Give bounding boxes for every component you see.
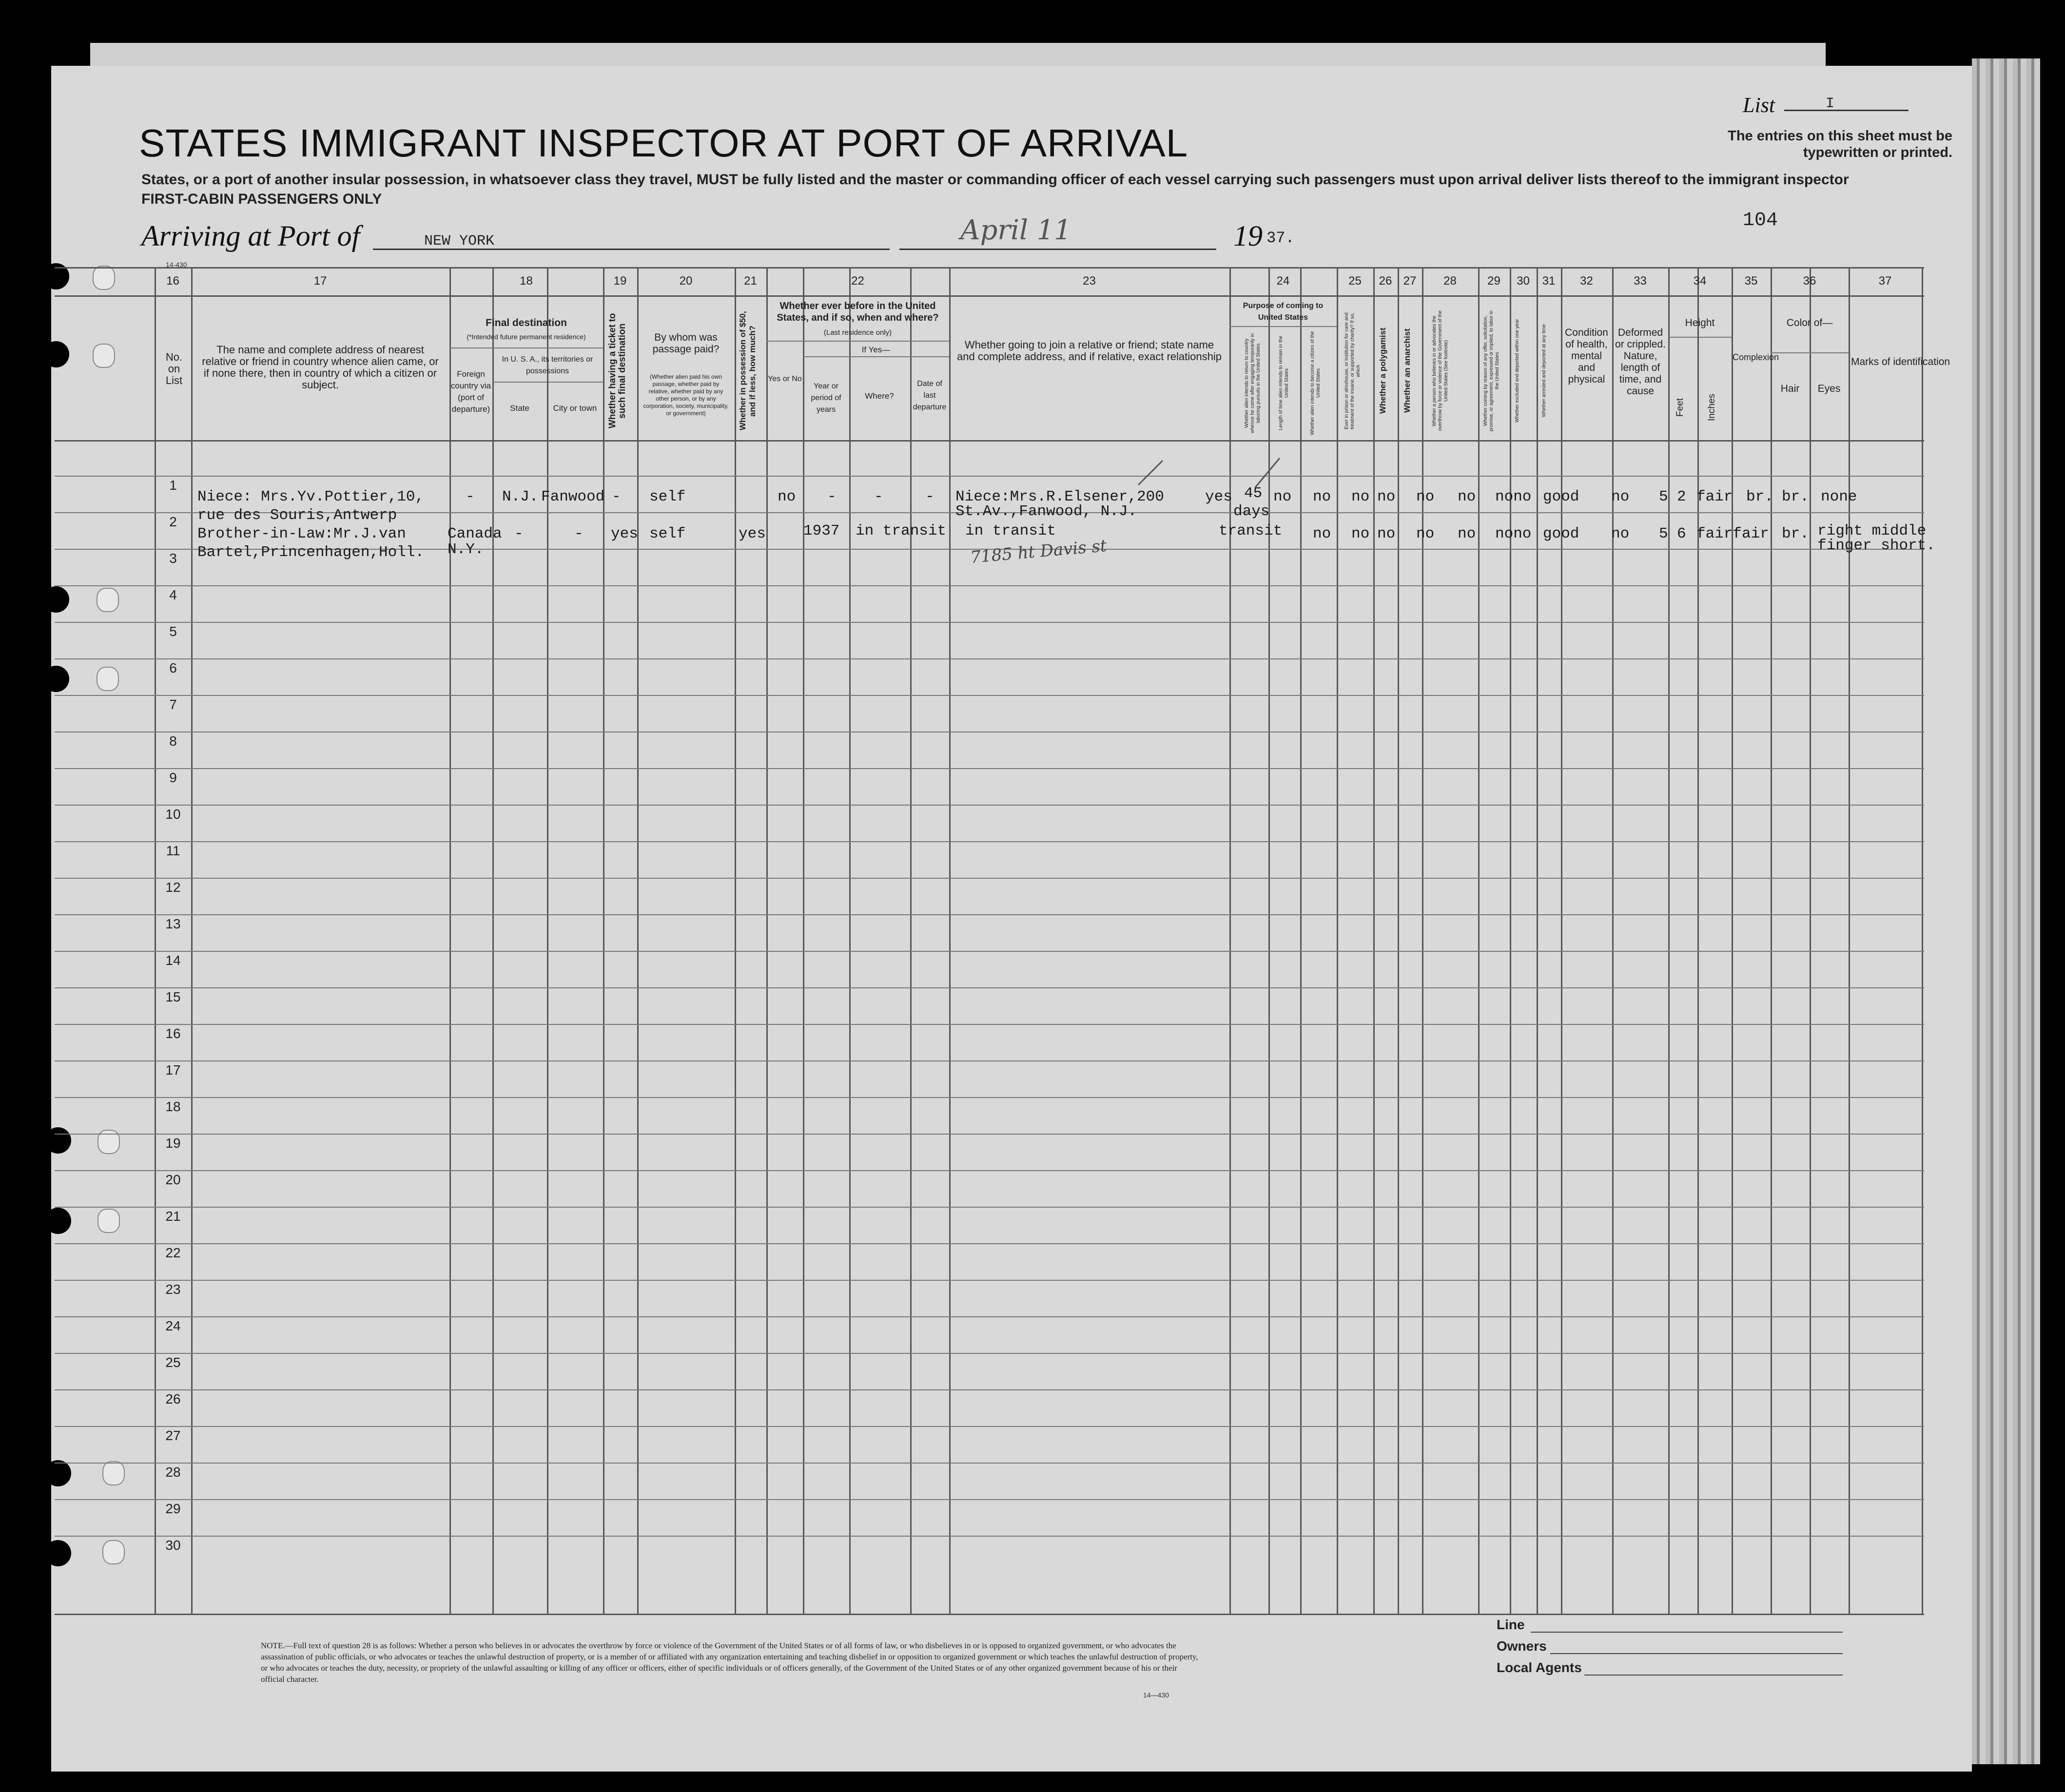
col-36-hair-header: Hair xyxy=(1780,383,1800,394)
row-rule xyxy=(55,1280,1924,1281)
row-number: 19 xyxy=(165,1136,181,1151)
page-title: STATES IMMIGRANT INSPECTOR AT PORT OF ARRIVAL xyxy=(139,121,1188,165)
row-number: 13 xyxy=(165,916,181,931)
entry1-complexion: fair xyxy=(1696,488,1733,505)
col-18-city-header: City or town xyxy=(553,404,597,413)
entry1-year: - xyxy=(827,488,837,505)
column-divider xyxy=(1398,269,1399,1614)
col-34-inches-header: Inches xyxy=(1707,394,1717,421)
col-29-header: Whether a person who believes in or advocates the overthrow by force or violence of the Government of the United States (See footnote) xyxy=(1432,310,1449,431)
col-22-header: Whether ever before in the United States, and if so, when and where? xyxy=(777,301,939,323)
entry1-eyes: br. xyxy=(1782,488,1809,505)
row-number: 8 xyxy=(169,733,177,749)
col-34-feet-header: Feet xyxy=(1675,398,1685,417)
header-instructions: States, or a port of another insular possession, in whatsoever class they travel, MUST be fully listed and the master or commanding officer of each vessel carrying such passengers must upon arrival deliver lists thereof to the immigrant inspector xyxy=(141,172,1849,188)
row-number: 12 xyxy=(165,880,181,895)
column-divider xyxy=(603,269,604,1614)
column-divider xyxy=(637,269,639,1614)
entry1-joining-line1: Niece:Mrs.R.Elsener,200 xyxy=(955,488,1164,505)
col-24-rule xyxy=(1229,326,1337,327)
entry1-purpose: yes xyxy=(1205,488,1232,505)
entry2-where: in transit xyxy=(856,522,947,540)
col-25-number: 25 xyxy=(1348,274,1362,288)
entry1-hair: br. xyxy=(1746,488,1773,505)
row-rule xyxy=(55,1389,1924,1390)
row-rule xyxy=(55,476,1924,477)
col-23-header: Whether going to join a relative or friend; state name and complete address, and if relative, exact relationship xyxy=(957,339,1222,363)
col-20-header: By whom was passage paid? xyxy=(652,332,720,355)
entry1-overthrow: no xyxy=(1416,488,1435,505)
column-divider xyxy=(449,269,451,1614)
entry1-health: good xyxy=(1543,488,1579,505)
row-rule xyxy=(55,1243,1924,1244)
row-number: 10 xyxy=(165,807,181,822)
manifest-table xyxy=(55,267,1950,1615)
local-agents-underline xyxy=(1584,1675,1843,1676)
row-number: 30 xyxy=(165,1538,181,1553)
col-22-number: 22 xyxy=(851,274,864,288)
col-16-number: 16 xyxy=(166,274,179,288)
col-18-rule xyxy=(449,347,603,348)
col-24-length-header: Length of time alien intends to remain in the United States xyxy=(1278,336,1289,431)
entry2-joining: in transit xyxy=(965,522,1056,540)
col-25-header: Ever in prison or almshouse, or institution for care and treatment of the insane, or supported by charity? If so, which xyxy=(1344,312,1361,429)
col-21-header: Whether in possession of $50, and if less, how much? xyxy=(738,311,757,431)
handwritten-check-mark xyxy=(1253,453,1297,492)
col-18-title: Final destination xyxy=(486,317,567,328)
col-22-year-header: Year or period of years xyxy=(811,382,841,414)
entry2-year: 1937 xyxy=(803,522,840,540)
col-36-header: Color of— xyxy=(1786,317,1833,328)
col-19-header: Whether having a ticket to such final destination xyxy=(607,313,627,429)
col-37-number: 37 xyxy=(1878,274,1892,288)
row-number: 27 xyxy=(165,1428,181,1443)
column-divider xyxy=(492,269,494,1614)
row-number: 29 xyxy=(165,1501,181,1516)
column-divider xyxy=(849,269,851,1614)
entry1-feet: 5 xyxy=(1659,488,1668,505)
column-divider xyxy=(1849,269,1850,1614)
row-number: 25 xyxy=(165,1355,181,1370)
column-divider xyxy=(1337,269,1338,1614)
col-36-eyes-header: Eyes xyxy=(1817,383,1841,394)
col-20-subheader: (Whether alien paid his own passage, whether paid by relative, whether paid by any other person, or by any corporation, society, municipality, or government) xyxy=(643,373,729,417)
col-30-header: Whether coming by reason of any offer, solicitation, promise, or agreement, expressed or implied, to labor in the United States xyxy=(1483,310,1500,431)
entry2-state: - xyxy=(514,525,524,542)
column-divider xyxy=(547,269,548,1614)
row-number: 18 xyxy=(165,1099,181,1114)
handwritten-check-mark xyxy=(1136,456,1180,514)
entry1-where: - xyxy=(874,488,883,505)
col-32-header: Condition of health, mental and physical xyxy=(1565,327,1608,385)
typewritten-note: The entries on this sheet must be typewritten or printed. xyxy=(1728,128,1952,160)
row-number: 3 xyxy=(169,551,177,566)
col-18-state-header: State xyxy=(510,404,529,413)
row-rule xyxy=(55,951,1924,952)
column-divider xyxy=(1510,269,1511,1614)
row-rule xyxy=(55,695,1924,696)
col-36-rule xyxy=(1771,352,1849,353)
column-divider xyxy=(191,269,193,1614)
col-33-number: 33 xyxy=(1634,274,1647,288)
row-number: 9 xyxy=(169,770,177,785)
col-27-number: 27 xyxy=(1403,274,1417,288)
row-number: 28 xyxy=(165,1464,181,1480)
entry2-overthrow: no xyxy=(1416,525,1435,542)
handwritten-address-note: 7185 ht Davis st xyxy=(969,536,1108,568)
row-number: 4 xyxy=(169,587,177,602)
entry2-paid-by: self xyxy=(649,525,686,542)
col-31-number: 31 xyxy=(1542,274,1556,288)
col-19-number: 19 xyxy=(613,274,627,288)
row-rule xyxy=(55,1316,1924,1317)
col-17-header: The name and complete address of nearest relative or friend in country whence alien came, or if none there, then in country of which a citizen or subject. xyxy=(202,344,439,391)
owners-underline xyxy=(1550,1653,1843,1654)
col-30-number: 30 xyxy=(1517,274,1530,288)
entry2-inches: 6 xyxy=(1677,525,1686,542)
entry2-foreign-line1: Canada xyxy=(448,525,502,542)
col-20-number: 20 xyxy=(679,274,693,288)
entry2-prison: no xyxy=(1313,525,1331,542)
row-number: 24 xyxy=(165,1318,181,1333)
row-number: 20 xyxy=(165,1172,181,1187)
col-31b-header: Whether arrested and deported at any time xyxy=(1541,324,1547,418)
column-divider xyxy=(766,269,768,1614)
line-underline xyxy=(1531,1632,1843,1633)
col-31-header: Whether excluded and deported within one year xyxy=(1515,319,1520,423)
col-33-header: Deformed or crippled. Nature, length of time, and cause xyxy=(1615,327,1666,397)
entry1-foreign: - xyxy=(466,488,475,505)
col-21-number: 21 xyxy=(744,274,757,288)
col-18-subtitle: (*Intended future permanent residence) xyxy=(467,333,586,341)
arriving-label: Arriving at Port of xyxy=(141,220,360,252)
entry2-length: transit xyxy=(1219,522,1283,540)
entry1-joining-line2: St.Av.,Fanwood, N.J. xyxy=(955,503,1137,520)
footer-form-code: 14—430 xyxy=(1143,1691,1169,1699)
entry1-deformed: no xyxy=(1611,488,1630,505)
entry2-relative-line2: Bartel,Princenhagen,Holl. xyxy=(197,544,425,561)
column-divider xyxy=(1478,269,1480,1614)
row-rule xyxy=(55,1024,1924,1025)
entry1-ticket: - xyxy=(612,488,621,505)
entry1-labor: no xyxy=(1458,488,1476,505)
col-35-number: 35 xyxy=(1744,274,1758,288)
column-divider xyxy=(155,269,156,1614)
entry2-ticket: yes xyxy=(611,525,638,542)
entry2-anarchist: no xyxy=(1377,525,1396,542)
row-number: 16 xyxy=(165,1026,181,1041)
col-22-date-header: Date of last departure xyxy=(913,380,947,411)
row-rule xyxy=(55,1170,1924,1171)
form-code: 14-430 xyxy=(166,261,187,269)
row-number: 26 xyxy=(165,1391,181,1407)
question-28-footnote: NOTE.—Full text of question 28 is as follows: Whether a person who believes in or advocates the overthrow by force or violence of the Government of the United States or of all forms of law, or who disbelieves in or is opposed to organized government, or who advocates the assassination of public officials, or who advocates or teaches the unlawful destruction of property, or is a member of or affiliated with any organization entertaining and teaching disbelief in or opposition to organized government or which teaches the unlawful destruction of property, or who advocates or teaches the duty, necessity, or propriety of the unlawful assaulting or killing of any officer or officers, either of specific individuals or of officers generally, of the Government of the United States or of any other organized government because of his or their official character. xyxy=(261,1641,1198,1684)
col-37-header: Marks of identification xyxy=(1851,356,1950,367)
row-rule xyxy=(55,878,1924,879)
column-divider xyxy=(1668,269,1670,1614)
row-rule xyxy=(55,658,1924,659)
col-22-subheader: (Last residence only) xyxy=(823,328,892,337)
col-18-foreign-header: Foreign country via (port of departure) xyxy=(450,369,491,414)
col-23-number: 23 xyxy=(1083,274,1096,288)
entry1-inches: 2 xyxy=(1677,488,1686,505)
row-number: 1 xyxy=(169,478,177,493)
col-24-citizen-header: Whether alien intends to become a citizen of the United States xyxy=(1310,331,1321,435)
entry2-marks-line2: finger short. xyxy=(1817,537,1935,554)
col-34-header: Height xyxy=(1685,317,1715,328)
header-bottom-rule xyxy=(55,440,1924,442)
column-divider xyxy=(910,269,912,1614)
col-34-rule xyxy=(1668,337,1732,338)
entry1-marks: none xyxy=(1821,488,1857,505)
entry1-relative-line2: rue des Souris,Antwerp xyxy=(197,507,397,524)
column-divider xyxy=(1373,269,1375,1614)
col-22-ifyes-rule xyxy=(803,356,949,357)
row-rule xyxy=(55,1097,1924,1098)
column-divider xyxy=(1697,337,1699,440)
row-rule xyxy=(55,1134,1924,1135)
entry1-prison: no xyxy=(1313,488,1331,505)
column-divider xyxy=(1732,269,1733,1614)
row-number: 21 xyxy=(165,1209,181,1224)
row-number: 11 xyxy=(166,843,180,858)
row-number: 22 xyxy=(165,1245,181,1260)
col-22-rule xyxy=(766,341,949,342)
column-divider xyxy=(1612,269,1614,1614)
row-rule xyxy=(55,1207,1924,1208)
entry1-length-line1: 45 xyxy=(1244,485,1263,502)
column-divider xyxy=(1771,269,1772,1614)
year-prefix: 19 xyxy=(1233,220,1263,252)
entry1-city: Fanwood xyxy=(541,488,605,505)
col-24-number: 24 xyxy=(1276,274,1290,288)
col-17-number: 17 xyxy=(313,274,327,288)
page-number: 104 xyxy=(1743,210,1778,231)
column-divider xyxy=(1422,269,1423,1614)
col-26-number: 26 xyxy=(1379,274,1392,288)
col-29-number: 29 xyxy=(1487,274,1500,288)
row-rule xyxy=(55,914,1924,915)
row-rule xyxy=(55,622,1924,623)
entry2-relative-line1: Brother-in-Law:Mr.J.van xyxy=(197,525,406,542)
entry2-foreign-line2: N.Y. xyxy=(448,541,484,558)
entry1-citizen: no xyxy=(1273,488,1292,505)
list-label: List xyxy=(1743,93,1775,117)
row-number: 15 xyxy=(165,989,181,1004)
col-18-usa-header: In U. S. A., its territories or possessions xyxy=(502,355,593,375)
entry2-marks-line1: right middle xyxy=(1817,522,1927,540)
row-rule xyxy=(55,805,1924,806)
row-number: 7 xyxy=(169,697,177,712)
entry2-city: - xyxy=(574,525,584,542)
row-number: 23 xyxy=(165,1282,181,1297)
row-rule xyxy=(55,841,1924,842)
entry1-state: N.J. xyxy=(502,488,539,505)
entry2-eyes: br. xyxy=(1782,525,1809,542)
list-value: I xyxy=(1826,96,1835,112)
col-22-ifyes: If Yes— xyxy=(861,345,891,354)
column-divider xyxy=(1537,269,1538,1614)
entry2-polygamist: no xyxy=(1351,525,1370,542)
local-agents-label: Local Agents xyxy=(1497,1660,1582,1675)
column-divider xyxy=(1300,269,1302,1614)
entry2-feet: 5 xyxy=(1659,525,1668,542)
owners-label: Owners xyxy=(1497,1638,1547,1654)
date-underline xyxy=(899,249,1216,250)
row-rule xyxy=(55,1536,1924,1537)
row-rule xyxy=(55,987,1924,988)
line-label: Line xyxy=(1497,1617,1525,1632)
col-32-number: 32 xyxy=(1580,274,1593,288)
column-divider xyxy=(1229,269,1231,1614)
column-divider xyxy=(1922,269,1923,1614)
col-24-return-header: Whether alien intends to return to country whence he came after engaging temporarily in laboring pursuits in the United States xyxy=(1244,333,1261,433)
row-number: 5 xyxy=(169,624,177,639)
entry2-excluded: nono xyxy=(1495,525,1532,542)
entry1-excluded: nono xyxy=(1495,488,1532,505)
col-24-header: Purpose of coming to United States xyxy=(1243,302,1324,322)
col-34-number: 34 xyxy=(1693,274,1707,288)
column-number-rule xyxy=(55,295,1924,297)
col-35-header: Complexion xyxy=(1733,352,1779,362)
col-28-number: 28 xyxy=(1443,274,1457,288)
port-value: NEW YORK xyxy=(424,233,495,250)
stacked-pages-edge xyxy=(1972,58,2040,1764)
column-divider xyxy=(803,269,804,1614)
entry1-relative-line1: Niece: Mrs.Yv.Pottier,10, xyxy=(197,488,425,505)
col-16-header: No. on List xyxy=(165,351,183,386)
row-number: 6 xyxy=(169,660,177,675)
entry2-labor: no xyxy=(1458,525,1476,542)
entry1-date: - xyxy=(925,488,935,505)
entry1-anarchist: no xyxy=(1377,488,1396,505)
col-22-yesno-header: Yes or No xyxy=(768,375,802,383)
row-number: 14 xyxy=(165,953,181,968)
passenger-class: FIRST-CABIN PASSENGERS ONLY xyxy=(141,191,382,207)
column-divider xyxy=(1810,269,1811,1614)
column-divider xyxy=(1561,269,1562,1614)
entry1-length-line2: days xyxy=(1233,503,1270,520)
column-divider xyxy=(1697,269,1699,1614)
list-underline xyxy=(1784,110,1909,111)
col-27-header: Whether a polygamist xyxy=(1378,328,1387,414)
row-rule xyxy=(55,1353,1924,1354)
row-number: 2 xyxy=(169,514,177,529)
col-28-header: Whether an anarchist xyxy=(1403,328,1412,413)
entry2-money: yes xyxy=(739,525,766,542)
entry1-ever-before: no xyxy=(778,488,796,505)
row-rule xyxy=(55,768,1924,769)
entry2-complexion: fairfair xyxy=(1696,525,1769,542)
column-divider xyxy=(949,269,951,1614)
column-divider xyxy=(735,269,736,1614)
col-36-number: 36 xyxy=(1803,274,1816,288)
row-rule xyxy=(55,1499,1924,1500)
row-rule xyxy=(55,585,1924,586)
entry1-polygamist: no xyxy=(1351,488,1370,505)
row-number: 17 xyxy=(165,1062,181,1078)
row-rule xyxy=(55,1463,1924,1464)
entry2-health: good xyxy=(1543,525,1579,542)
col-18-number: 18 xyxy=(520,274,533,288)
col-22-where-header: Where? xyxy=(865,391,894,401)
row-rule xyxy=(55,1426,1924,1427)
row-rule xyxy=(55,1060,1924,1061)
year-suffix: 37. xyxy=(1266,229,1295,247)
arrival-date-handwritten: April 11 xyxy=(960,214,1071,246)
entry2-deformed: no xyxy=(1611,525,1630,542)
entry1-paid-by: self xyxy=(649,488,686,505)
